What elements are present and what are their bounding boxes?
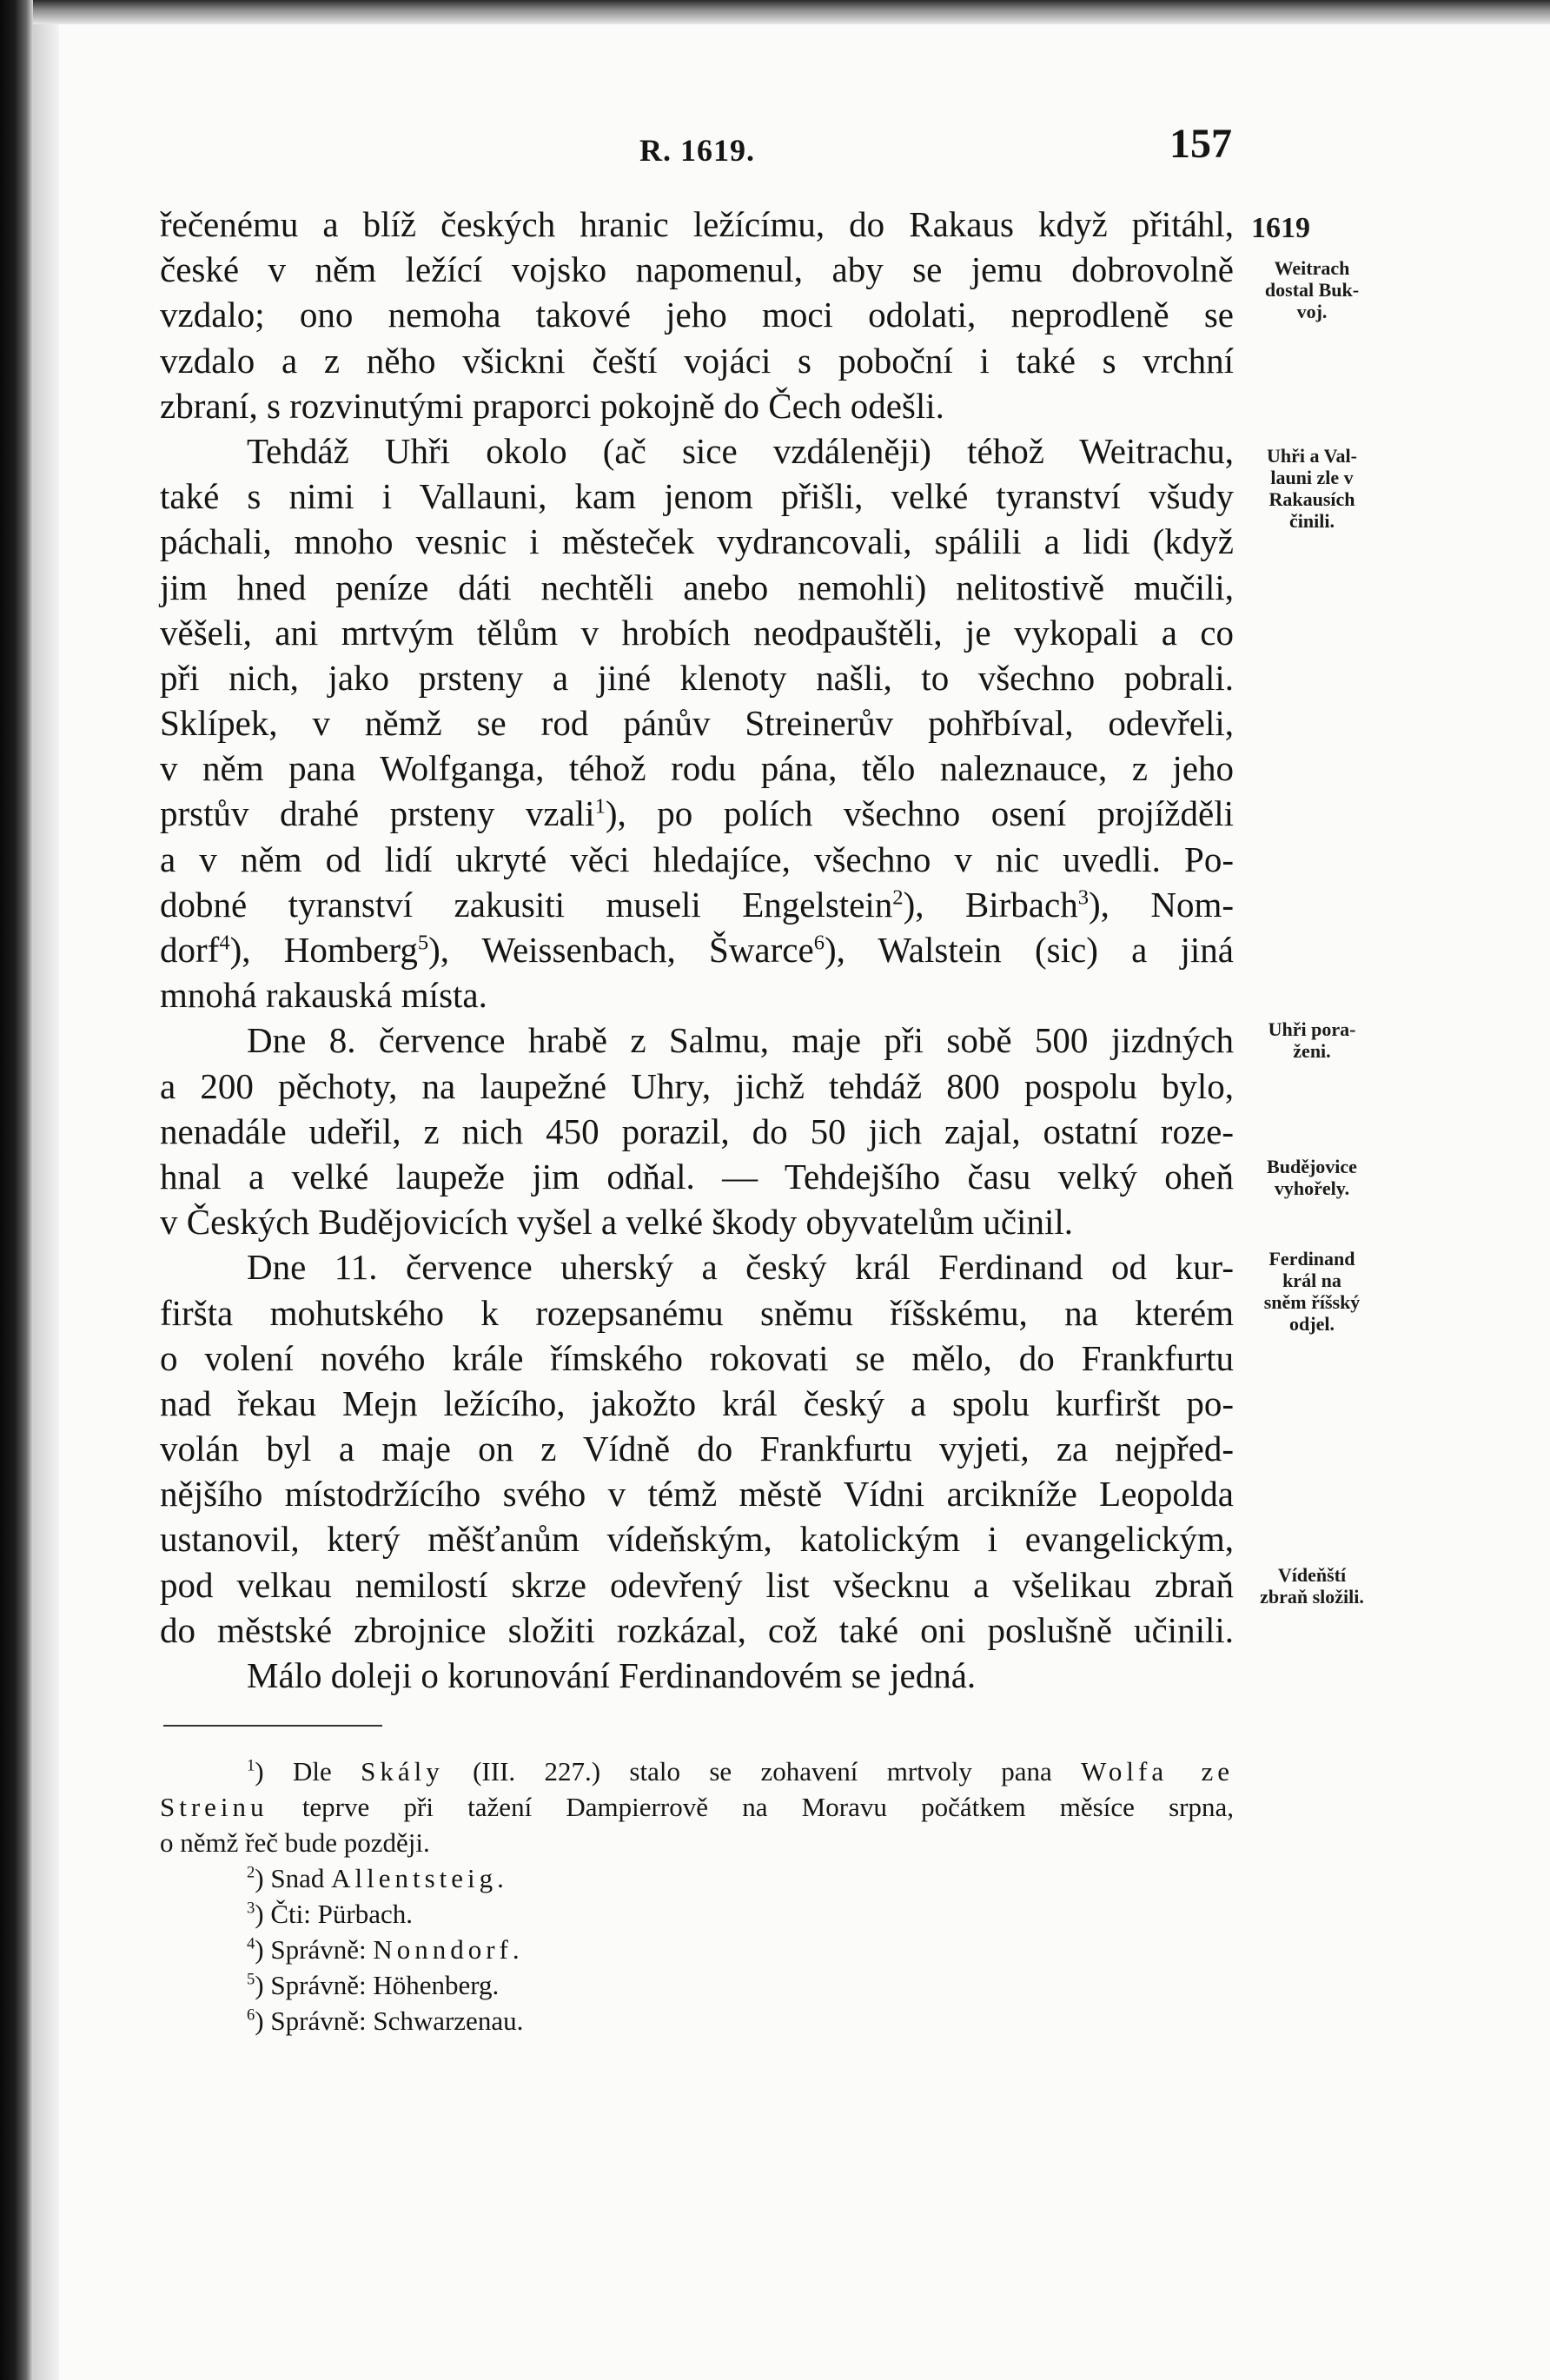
text-line: a 200 pěchoty, na laupežné Uhry, jichž tehdáž 800 pospolu bylo, [160, 1065, 1234, 1106]
text-line: ustanovil, který měšťanům vídeňským, katolickým i evangelickým, [160, 1519, 1234, 1560]
text-line: do městské zbrojnice složiti rozkázal, což také oni poslušně učinili. [160, 1609, 1234, 1650]
text-line: hnal a velké laupeže jim odňal. — Tehdejšího času velký oheň [160, 1156, 1234, 1197]
binding-shadow [33, 0, 59, 2380]
text-line: zbraní, s rozvinutými praporci pokojně do Čech odešli. [160, 385, 944, 426]
footnote-mark: 3 [247, 1899, 255, 1918]
footnote: $^4$) Správně: Nonndorf. [247, 1934, 524, 1965]
text-line: vzdalo; ono nemoha takové jeho moci odolati, neprodleně se [160, 295, 1234, 335]
page-number: 157 [1169, 121, 1232, 167]
footnote-mark: 1 [247, 1756, 255, 1775]
running-head: R. 1619. [639, 133, 755, 168]
footnote-text: Snad [270, 1863, 325, 1893]
page-header [160, 120, 1237, 172]
text-line: v něm pana Wolfganga, téhož rodu pána, tělo naleznauce, z jeho [160, 748, 1234, 789]
text-fragment: ), Walstein (sic) a jiná [824, 930, 1235, 970]
text-line [160, 791, 1234, 836]
footnote-ref: 6 [813, 931, 825, 955]
text-line: firšta mohutského k rozepsanému sněmu říšskému, na kterém [160, 1292, 1234, 1333]
text-line: jim hned peníze dáti nechtěli anebo nemohli) nelitostivě mučili, [160, 567, 1234, 607]
text-line: páchali, mnoho vesnic i městeček vydrancovali, spálili a lidi (když [160, 521, 1234, 562]
text-line: také s nimi i Vallauni, kam jenom přišli, velké tyranství všudy [160, 476, 1234, 517]
text-line: o volení nového krále římského rokovati se mělo, do Frankfurtu [160, 1337, 1234, 1378]
footnote-cont [160, 1789, 1234, 1825]
margin-note-line: odjel. [1289, 1313, 1335, 1335]
footnote-text: teprve při tažení Dampierrově na Moravu počátkem měsíce srpna, [301, 1792, 1235, 1822]
margin-note-line: launi zle v [1270, 467, 1354, 488]
footnote-cont: o němž řeč bude později. [160, 1827, 430, 1858]
margin-note-line: Ferdinand [1268, 1248, 1355, 1270]
margin-note [1238, 1248, 1386, 1335]
footnote-mark: 6 [247, 2005, 255, 2025]
text-line: nějšího místodržícího svého v témž městě Vídni arcikníže Leopolda [160, 1474, 1234, 1515]
margin-note-line: ženi. [1293, 1040, 1331, 1062]
footnote: $^1$) Dle Skály (III. 227.) stalo se zohavení mrtvoly pana Wolfa ze [247, 1756, 1235, 1787]
text-fragment: ), Homberg [229, 930, 418, 970]
text-fragment: ), Weissenbach, Šwarce [428, 930, 814, 970]
text-fragment: dorf [160, 930, 220, 970]
margin-note-line: Budějovice [1267, 1156, 1357, 1177]
binding-edge [0, 0, 33, 2380]
footnote-text: Správně: [270, 2005, 367, 2036]
footnote: $^3$) Čti: Pürbach. [247, 1899, 413, 1929]
margin-note-line: Rakausích [1268, 488, 1355, 510]
margin-note-line: voj. [1296, 301, 1328, 322]
margin-note-line: dostal Buk- [1264, 279, 1360, 301]
margin-note-line: zbraň složili. [1260, 1586, 1364, 1608]
text-line: řečenému a blíž českých hranic ležícímu, do Rakaus když přitáhl, [160, 204, 1234, 244]
footnote: $^6$) Správně: Schwarzenau. [247, 2005, 524, 2036]
footnote-ref: 3 [1077, 885, 1090, 910]
text-fragment: prstův drahé prsteny vzali [160, 793, 595, 834]
text-fragment: dobné tyranství zakusiti museli Engelstein [160, 884, 893, 925]
text-line: věšeli, ani mrtvým tělům v hrobích neodpauštěli, je vykopali a co [160, 612, 1234, 653]
text-line: pod velkau nemilostí skrze odevřený list všecknu a všelikau zbraň [160, 1564, 1234, 1605]
text-line: volán byl a maje on z Vídně do Frankfurtu vyjeti, za nejpřed- [160, 1429, 1234, 1469]
footnote-text: Dle [292, 1756, 332, 1787]
text-line: Málo doleji o korunování Ferdinandovém se jedná. [247, 1655, 977, 1695]
footnote-mark: 5 [247, 1970, 255, 1989]
margin-note [1238, 445, 1386, 532]
margin-note-line: Uhři a Val- [1267, 445, 1357, 467]
footnote-name: Nonndorf. [373, 1934, 524, 1965]
footnote: $^5$) Správně: Höhenberg. [247, 1970, 500, 2000]
footnote-text: Schwarzenau. [373, 2005, 524, 2036]
margin-year: 1619 [1251, 212, 1310, 244]
text-line: při nich, jako prsteny a jiné klenoty našli, to všechno pobrali. [160, 657, 1234, 698]
margin-note [1238, 1156, 1386, 1199]
text-line: v Českých Budějovicích vyšel a velké škody obyvatelům učinil. [160, 1202, 1073, 1243]
footnote-text: Správně: [270, 1970, 367, 2000]
footnote-name: Wolfa ze [1081, 1756, 1235, 1787]
margin-note-line: sněm říšský [1263, 1291, 1361, 1313]
footnote-ref: 5 [417, 931, 429, 955]
margin-note-line: Weitrach [1274, 257, 1350, 279]
footnote-mark: 2 [247, 1863, 255, 1882]
footnote-mark: 4 [247, 1934, 255, 1953]
margin-note-line: Uhři pora- [1268, 1018, 1356, 1040]
text-line: nad řekau Mejn ležícího, jakožto král český a spolu kurfiršt po- [160, 1382, 1234, 1423]
text-line: mnohá rakauská místa. [160, 975, 487, 1016]
footnote-ref: 2 [892, 885, 904, 910]
text-fragment: ), Birbach [903, 884, 1078, 925]
text-line [160, 927, 1234, 972]
footnote: $^2$) Snad Allentsteig. [247, 1863, 508, 1893]
text-line: Sklípek, v němž se rod pánův Streinerův pohřbíval, odevřeli, [160, 703, 1234, 744]
footnote-divider [163, 1725, 382, 1727]
margin-note-line: král na [1282, 1270, 1341, 1291]
footnote-name: Streinu [160, 1792, 268, 1822]
footnote-ref: 1 [594, 794, 606, 819]
text-fragment: ), Nom- [1089, 884, 1234, 925]
margin-note [1238, 257, 1386, 322]
text-line: Dne 11. července uherský a český král Ferdinand od kur- [247, 1247, 1234, 1288]
text-line [160, 882, 1234, 927]
body-text [160, 202, 1234, 1698]
footnote-name: Allentsteig. [331, 1863, 508, 1893]
margin-note [1238, 1018, 1386, 1062]
text-line: a v něm od lidí ukryté věci hledajíce, všechno v nic uvedli. Po- [160, 839, 1234, 879]
margin-note [1238, 1564, 1386, 1608]
footnote-text: Správně: [270, 1934, 367, 1965]
margin-note-line: vyhořely. [1274, 1177, 1350, 1199]
footnote-name: Skály [361, 1756, 444, 1787]
top-scan-edge [33, 0, 1550, 24]
footnote-text: Höhenberg. [373, 1970, 500, 2000]
footnote-text: Pürbach. [317, 1899, 413, 1929]
margin-note-line: činili. [1289, 510, 1335, 532]
text-fragment: ), po polích všechno osení projížděli [605, 793, 1234, 834]
text-line: české v něm ležící vojsko napomenul, aby se jemu dobrovolně [160, 249, 1234, 290]
footnotes [160, 1754, 1234, 2039]
text-line: Dne 8. července hrabě z Salmu, maje při sobě 500 jizdných [247, 1020, 1234, 1061]
footnote-text: (III. 227.) stalo se zohavení mrtvoly pana [473, 1756, 1052, 1787]
footnote-ref: 4 [219, 931, 230, 955]
margin-note-line: Vídeňští [1277, 1564, 1347, 1586]
text-line: vzdalo a z něho všickni čeští vojáci s poboční i také s vrchní [160, 340, 1234, 381]
text-line: nenadále udeřil, z nich 450 porazil, do 50 jich zajal, ostatní roze- [160, 1110, 1234, 1151]
text-line: Tehdáž Uhři okolo (ač sice vzdáleněji) téhož Weitrachu, [247, 430, 1234, 471]
footnote-text: Čti: [270, 1899, 311, 1929]
